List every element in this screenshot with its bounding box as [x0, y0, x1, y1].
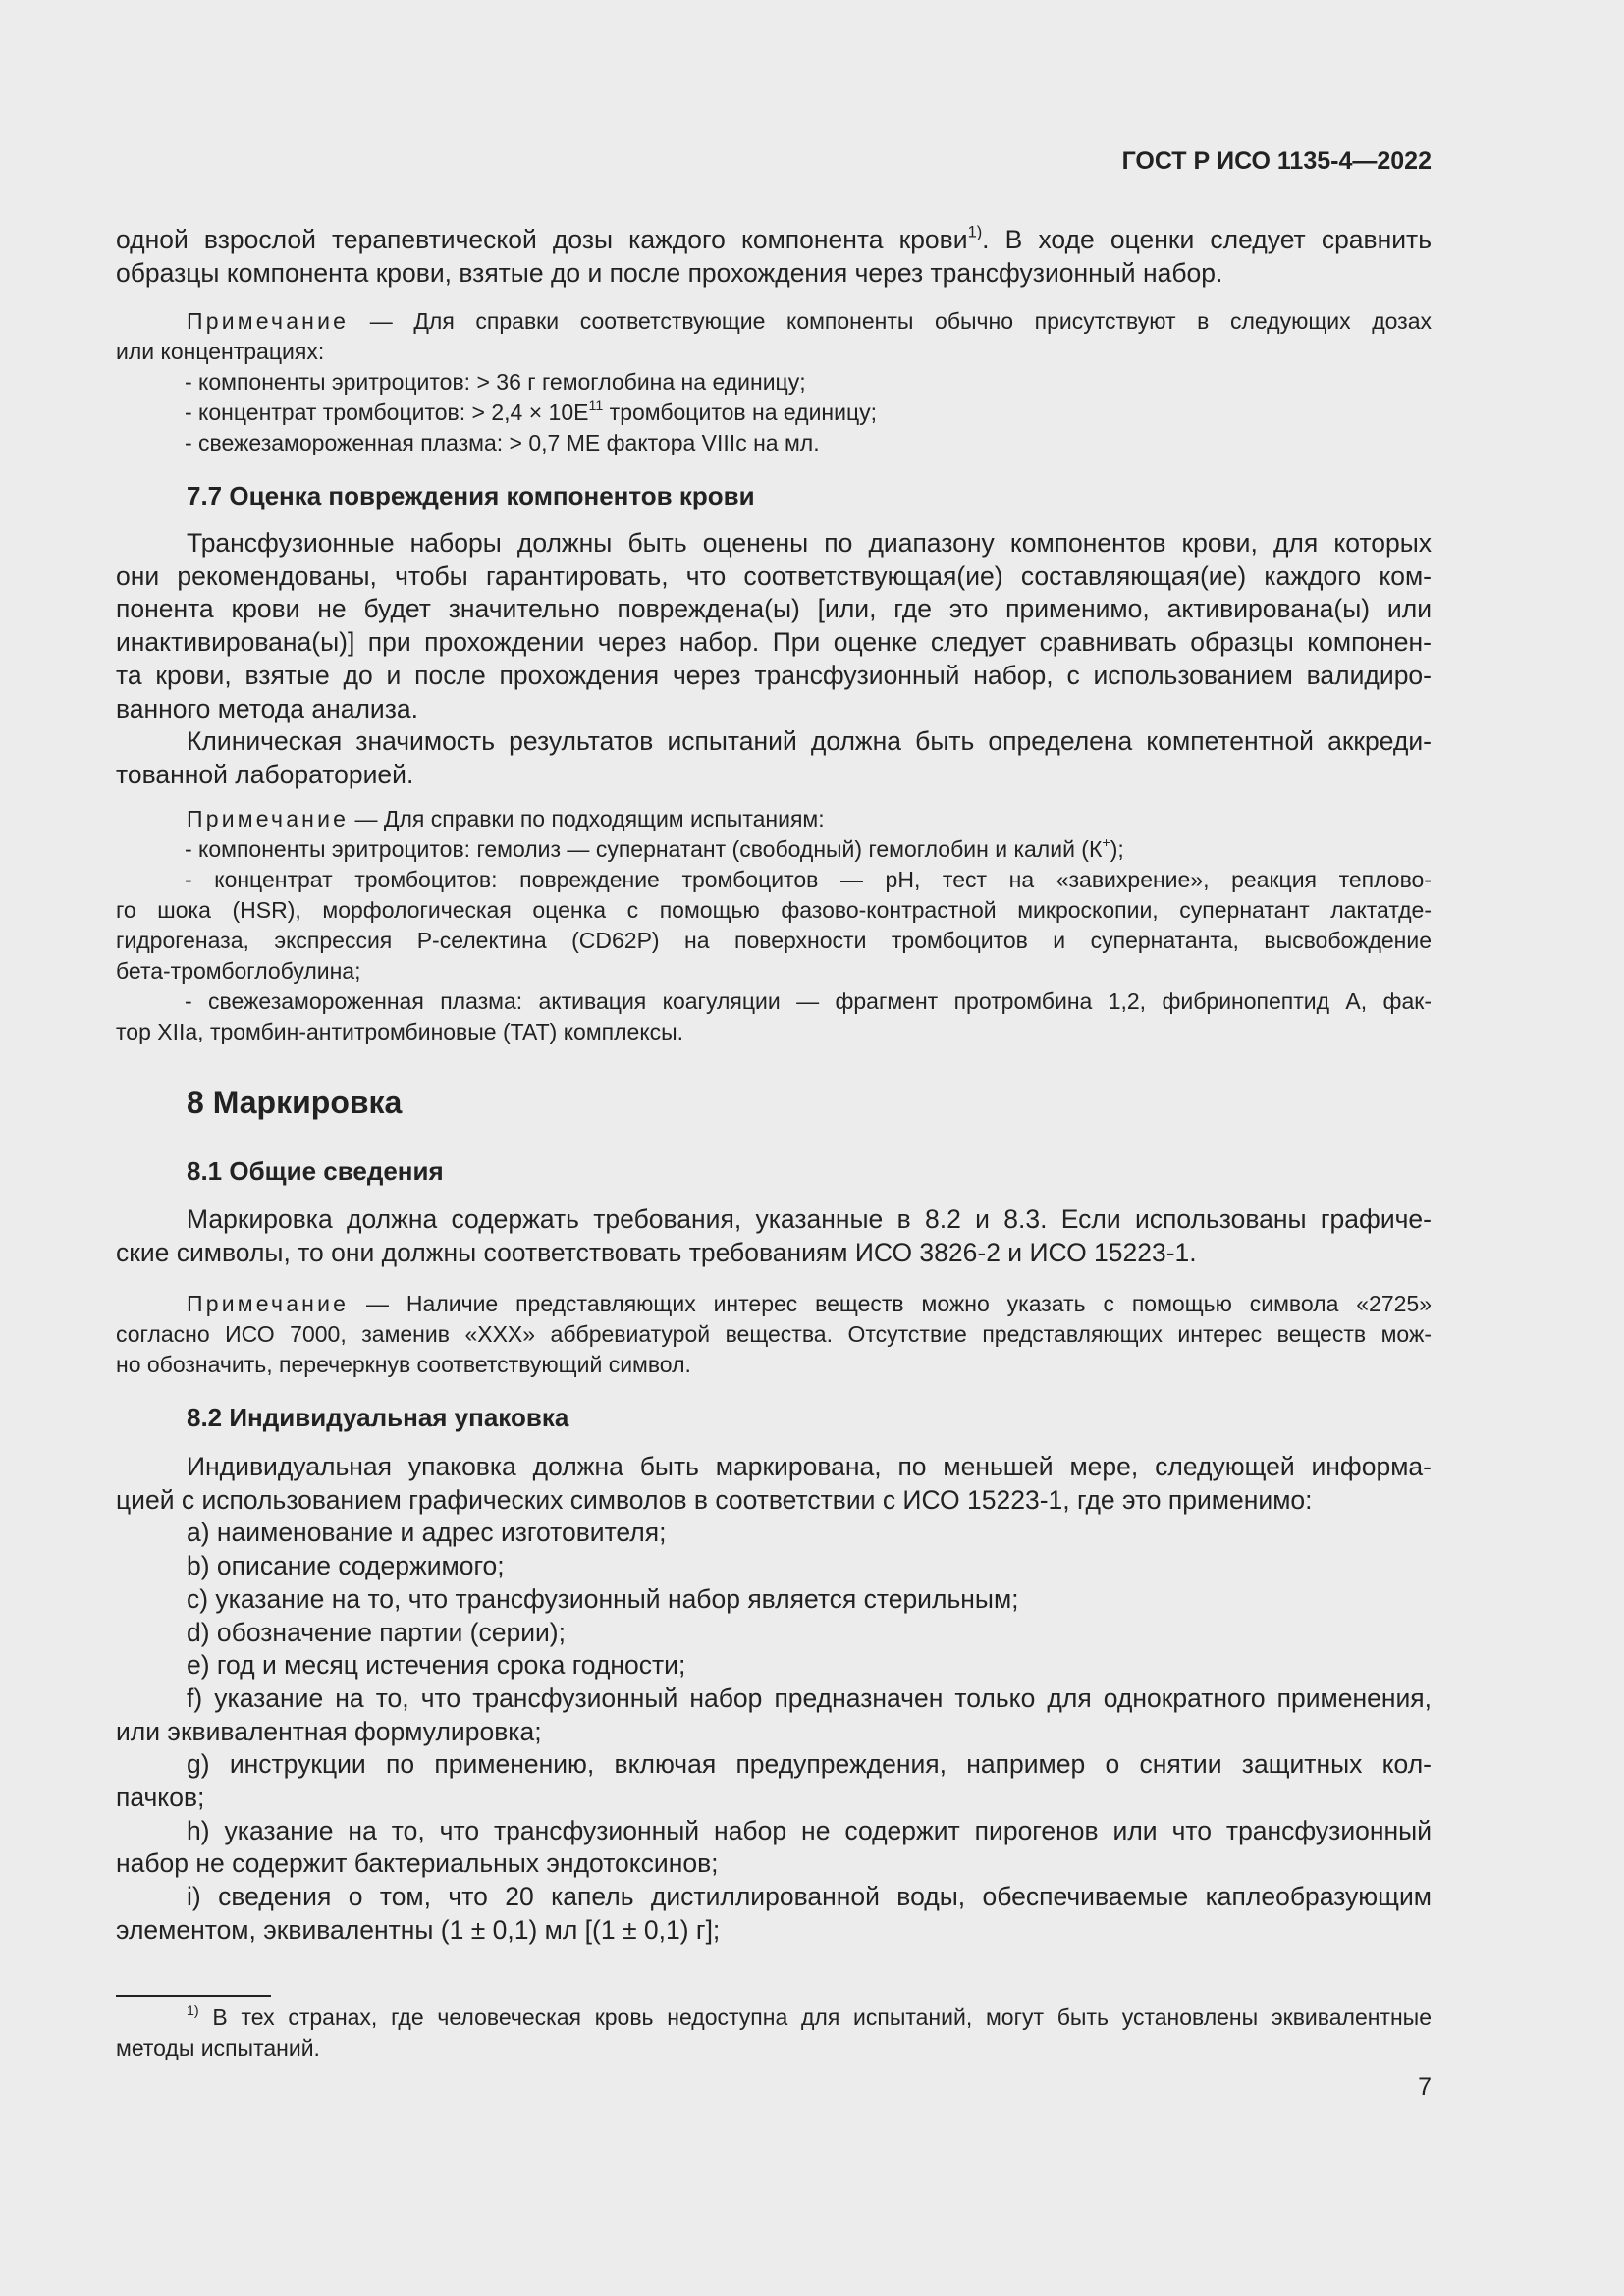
note-2-item: бета-тромбоглобулина; [116, 958, 361, 984]
note-2-item: ); [1110, 836, 1124, 862]
list-item-i: i) сведения о том, что 20 капель дистиллированной воды, обеспечиваемые каплеобразующим [187, 1882, 1432, 1912]
s77-line: Трансфузионные наборы должны быть оценены по диапазону компонентов крови, для которых [187, 528, 1432, 558]
list-item-h: h) указание на то, что трансфузионный набор не содержит пирогенов или что трансфузионный [187, 1815, 1432, 1845]
s77-line: понента крови не будет значительно повреждена(ы) [или, где это применимо, активирована(ы) или [116, 594, 1432, 624]
footnote-separator [116, 1995, 271, 1997]
note-label: Примечание [187, 1291, 350, 1316]
note-label: Примечание [187, 308, 350, 334]
list-item-f-cont: или эквивалентная формулировка; [116, 1716, 542, 1746]
s77-line: они рекомендованы, чтобы гарантировать, что соответствующая(ие) составляющая(ие) каждого ком- [116, 561, 1432, 591]
s77-line: та крови, взятые до и после прохождения через трансфузионный набор, с использованием валидиро- [116, 660, 1432, 690]
footnote-text: В тех странах, где человеческая кровь недоступна для испытаний, могут быть установлены эквивалентные [198, 2004, 1432, 2030]
para-top [116, 224, 1432, 290]
list-item-g: g) инструкции по применению, включая предупреждения, например о снятии защитных кол- [187, 1749, 1432, 1780]
s77-line: тованной лабораторией. [116, 759, 414, 789]
document-id-header: ГОСТ Р ИСО 1135-4—2022 [1121, 147, 1432, 175]
s81-line: ские символы, то они должны соответствовать требованиям ИСО 3826-2 и ИСО 15223-1. [116, 1237, 1197, 1267]
section-7-7-body [116, 527, 1432, 792]
note-1-item-text: тромбоцитов на единицу; [603, 400, 878, 425]
note-3-text: согласно ИСО 7000, заменив «XXX» аббревиатурой вещества. Отсутствие представляющих интерес веществ мож- [116, 1321, 1432, 1347]
s77-line: ванного метода анализа. [116, 693, 418, 723]
note-2 [116, 804, 1432, 1047]
list-item-a: a) наименование и адрес изготовителя; [187, 1518, 667, 1548]
note-2-item: тор XIIa, тромбин-антитромбиновые (TAT) комплексы. [116, 1019, 684, 1044]
footnote-text-2: методы испытаний. [116, 2035, 320, 2060]
section-8-2-heading: 8.2 Индивидуальная упаковка [187, 1403, 569, 1432]
para-top-text-2: образцы компонента крови, взятые до и после прохождения через трансфузионный набор. [116, 257, 1223, 288]
s82-line: Индивидуальная упаковка должна быть маркирована, по меньшей мере, следующей информа- [187, 1452, 1432, 1481]
note-3-text: — Наличие представляющих интерес веществ можно указать с помощью символа «2725» [349, 1291, 1432, 1316]
footnote-marker: 1) [187, 2003, 199, 2020]
note-1-text-2: или концентрациях: [116, 339, 325, 364]
para-top-text-1: одной взрослой терапевтической дозы каждого компонента крови [116, 225, 968, 254]
note-2-item: - компоненты эритроцитов: гемолиз — супернатант (свободный) гемоглобин и калий (К [185, 836, 1103, 862]
exponent: 11 [588, 399, 604, 415]
note-3 [116, 1289, 1432, 1380]
list-item-f: f) указание на то, что трансфузионный набор предназначен только для однократного применения, [187, 1682, 1432, 1713]
note-3-text: но обозначить, перечеркнув соответствующий символ. [116, 1352, 691, 1377]
chapter-8-heading: 8 Маркировка [187, 1085, 403, 1120]
footnote-ref: 1) [967, 223, 983, 241]
note-2-item: - концентрат тромбоцитов: повреждение тромбоцитов — pH, тест на «завихрение», реакция теплово- [185, 867, 1432, 892]
note-1-item-text: - концентрат тромбоцитов: > 2,4 × 10E [185, 400, 589, 425]
note-1-text: — Для справки соответствующие компоненты обычно присутствуют в следующих дозах [349, 308, 1432, 334]
note-1-item: - свежезамороженная плазма: > 0,7 МЕ фактора VIIIc на мл. [185, 430, 820, 455]
s82-line: цией с использованием графических символов в соответствии с ИСО 15223-1, где это применимо: [116, 1484, 1313, 1515]
note-2-item: гидрогеназа, экспрессия P-селектина (CD62P) на поверхности тромбоцитов и супернатанта, высвобождение [116, 928, 1432, 953]
note-2-item: го шока (HSR), морфологическая оценка с помощью фазово-контрастной микроскопии, супернатант лактатде- [116, 897, 1432, 923]
page-number: 7 [1418, 2073, 1432, 2101]
list-item-b: b) описание содержимого; [187, 1551, 505, 1581]
s81-line: Маркировка должна содержать требования, указанные в 8.2 и 8.3. Если использованы графиче- [187, 1204, 1432, 1234]
list-item-h-cont: набор не содержит бактериальных эндотоксинов; [116, 1848, 719, 1879]
section-7-7-heading: 7.7 Оценка повреждения компонентов крови [187, 481, 755, 510]
note-1 [116, 306, 1432, 458]
superscript: + [1102, 835, 1110, 852]
s77-line: инактивирована(ы)] при прохождении через набор. При оценке следует сравнивать образцы компонен- [116, 627, 1432, 658]
section-8-1-heading: 8.1 Общие сведения [187, 1156, 444, 1186]
para-top-text-1b: . В ходе оценки следует сравнить [982, 225, 1433, 254]
note-label: Примечание [187, 806, 350, 831]
note-2-item: - свежезамороженная плазма: активация коагуляции — фрагмент протромбина 1,2, фибринопептид A, фак- [185, 988, 1432, 1014]
list-item-e: e) год и месяц истечения срока годности; [187, 1650, 686, 1681]
footnote [116, 2002, 1432, 2063]
list-item-c: c) указание на то, что трансфузионный набор является стерильным; [187, 1583, 1019, 1614]
list-item-i-cont: элементом, эквивалентны (1 ± 0,1) мл [(1 ± 0,1) г]; [116, 1914, 721, 1945]
s77-line: Клиническая значимость результатов испытаний должна быть определена компетентной аккреди- [187, 726, 1432, 757]
section-8-1-body [116, 1203, 1432, 1269]
note-1-item [116, 398, 1432, 428]
list-item-g-cont: пачков; [116, 1783, 205, 1813]
list-item-d: d) обозначение партии (серии); [187, 1617, 566, 1647]
section-8-2-body [116, 1451, 1432, 1948]
note-1-item: - компоненты эритроцитов: > 36 г гемоглобина на единицу; [185, 369, 806, 395]
note-2-text: — Для справки по подходящим испытаниям: [349, 806, 825, 831]
